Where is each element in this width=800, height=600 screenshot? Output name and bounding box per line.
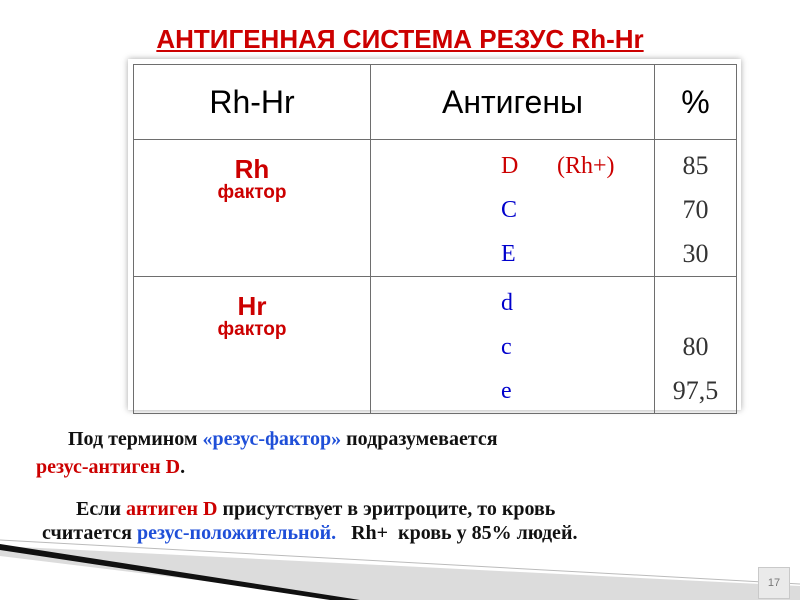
- table-header-row: [134, 65, 737, 140]
- antigen-letter: d: [501, 290, 513, 316]
- antigen-letter: C: [501, 197, 518, 223]
- factor-name: Rh: [234, 154, 270, 184]
- factor-cell: [134, 277, 371, 414]
- antigens-cell: [371, 140, 655, 277]
- paragraph-1-text: Под термином: [68, 428, 203, 450]
- paragraph-1-line-2: [36, 456, 185, 479]
- antigen-item: [371, 281, 654, 325]
- antigen-letter: D: [501, 153, 519, 179]
- paragraph-1-text-end: подразумевается: [341, 428, 498, 450]
- paragraph-2-text-2: считается: [42, 522, 137, 544]
- rhesus-antigen-d: резус-антиген D: [36, 456, 181, 478]
- factor-subtitle: фактор: [217, 182, 287, 203]
- antigen-d-highlight: антиген D: [125, 498, 218, 520]
- table-row: [134, 140, 737, 277]
- percent-value: 85: [682, 151, 709, 180]
- antigen-table: [133, 64, 737, 414]
- antigen-item: [371, 325, 654, 369]
- paragraph-1-line-1: [68, 428, 498, 451]
- antigen-letter: c: [501, 334, 512, 360]
- paragraph-2-text-end: Rh+ кровь у 85% людей.: [336, 522, 578, 544]
- factor-subtitle: фактор: [217, 319, 287, 340]
- percent-cell: [655, 140, 737, 277]
- antigens-cell: [371, 277, 655, 414]
- table-row: [134, 277, 737, 414]
- percent-cell: [655, 277, 737, 414]
- slide-title: АНТИГЕННАЯ СИСТЕМА РЕЗУС Rh-Hr: [156, 24, 644, 54]
- period: .: [180, 456, 186, 478]
- header-rh-hr: Rh-Hr: [134, 65, 371, 140]
- antigen-item: [371, 144, 654, 188]
- percent-value: [655, 281, 736, 325]
- header-antigens: Антигены: [371, 65, 655, 140]
- antigen-letter: E: [501, 241, 516, 267]
- antigen-item: [371, 232, 654, 276]
- factor-name: Hr: [237, 291, 267, 321]
- percent-value: 80: [682, 332, 709, 361]
- footer-decoration: [0, 510, 800, 600]
- paragraph-2-text-mid: присутствует в эритроците, то кровь: [217, 498, 556, 520]
- factor-cell: [134, 140, 371, 277]
- term-highlight: «резус-фактор»: [202, 428, 342, 450]
- rh-positive-highlight: резус-положительной.: [137, 522, 337, 544]
- paragraph-2-text: Если: [76, 498, 126, 520]
- antigen-letter: e: [501, 378, 512, 404]
- header-percent: %: [655, 65, 737, 140]
- antigen-item: [371, 188, 654, 232]
- antigen-note: (Rh+): [557, 153, 615, 179]
- page-number-badge: 17: [758, 567, 790, 599]
- percent-value: 30: [682, 239, 709, 268]
- antigen-item: [371, 369, 654, 413]
- percent-value: 70: [682, 195, 709, 224]
- percent-value: 97,5: [672, 376, 719, 405]
